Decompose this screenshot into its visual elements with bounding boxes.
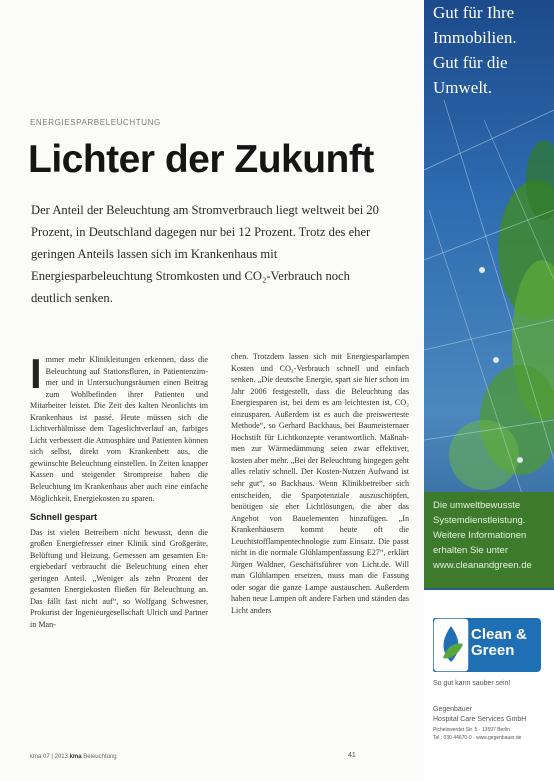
advertisement [424, 0, 554, 781]
page-footer [30, 754, 360, 760]
ad-info-line: Die umweltbewusste [433, 500, 521, 511]
text-column-2 [231, 351, 409, 617]
logo-wordmark [471, 627, 527, 659]
ad-info-line: erhalten Sie unter [433, 545, 508, 556]
company-name: Hospital Care Services GmbH [433, 716, 527, 723]
company-address: Pichelswerder Str. 5 · 13597 Berlin [433, 727, 510, 733]
ad-headline-line: Umwelt. [433, 78, 493, 97]
logo-wordmark-line: Clean & [471, 626, 527, 643]
drop-cap: I [30, 350, 42, 397]
ad-tagline: So gut kann sauber sein! [433, 680, 511, 687]
ad-info-line: Systemdienstleistung. [433, 515, 526, 526]
ad-website-link[interactable]: www.cleanandgreen.de [433, 560, 532, 571]
footer-issue: kma 07 | 2013 [30, 754, 68, 760]
footer-brand: kma [69, 754, 82, 760]
article-lead: Der Anteil der Beleuchtung am Stromverbrauch liegt weltweit bei 20 Prozent, in Deutschland dagegen nur bei 12 Prozent. Trotz des eher geringen Anteils lassen sich im Krankenhaus mit Energiesparbeleuchtung Stromkosten und CO₂-Verbrauch noch deutlich senken. [31, 203, 379, 305]
ad-headline-line: Gut für Ihre [433, 3, 515, 22]
paragraph-body: Das ist vielen Betreibern nicht bewusst, denn die großen Energiefresser einer Klinik sind Großgeräte, Belüftung und Heizung. Gemessen am gesamten Energiebedarf verbraucht die Beleuchtung einen eher geringen Anteil. „Weniger als zehn Prozent der gesamten Energiekosten fließen für Beleuchtung an. Das fällt fast nicht auf“, so Wolfgang Schwesner, Prokurist der Ingenieurgesellschaft Ulrich und Partner in Man- [30, 527, 208, 630]
ad-info-box [424, 492, 554, 588]
section-kicker: ENERGIESPARBELEUCHTUNG [30, 118, 161, 127]
logo-wordmark-line: Green [471, 642, 515, 659]
article-title: Lichter der Zukunft [28, 138, 374, 181]
subheading: Schnell gespart [30, 512, 98, 523]
ad-headline-line: Gut für die [433, 53, 508, 72]
paragraph-intro: mmer mehr Klinikleitungen erkennen, dass die Beleuchtung auf Stationsfluren, in Patientenzimmer und in Untersuchungsräumen einen Beitrag zum Wohlbefinden ihrer Patienten und Mitarbeiter leistet. Die Zeit des kalten Neonlichts im Krankenhaus ist passé. Heute müssen sich die Lichtverhältnisse dem Tageslichtverlauf an, farbiges Licht verbessert die Atmosphäre und Patienten können sich selbst, direkt vom Krankenbett aus, die gewünschte Beleuchtung einstellen. In Zeiten knapper Kassen und steigender Strompreise haben die Beleuchtung im Krankenhaus aber auch eine einfache Möglichkeit, Energiekosten zu sparen. [30, 355, 208, 503]
text-column-1 [30, 350, 208, 631]
ad-info-line: Weitere Informationen [433, 530, 527, 541]
ad-headline-line: Immobilien. [433, 28, 517, 47]
page-number: 41 [348, 752, 356, 759]
paragraph-continued: chen. Trotzdem lassen sich mit Energiesparlampen Kosten und CO₂-Verbrauch schnell und einfach senken. „Die deutsche Energie, spart sie hier schon im Jahr 2006 festgestellt, dass die Beleuchtung das Energiesparen ist, bei dem es am leichtesten ist, CO₂ einzusparen. Außerdem ist es auch die preiswerteste Methode“, so Gerhard Backhaus, bei Baumeisternaer Hochstift für Lichtkonzepte verantwortlich. Maßnahmen zur Wärmedämmung seien zwar effektiver, kosten aber mehr. „Bei der Beleuchtung hingegen geht alles relativ schnell. Der Kosten-Nutzen Aufwand ist sehr gut“, so Backhaus. Wenn Klinikbetreiber sich entscheiden, die Sparpotenziale auszuschöpfen, benötigen sie eher Lichtlösungen, die aber das Angebot von Bauelementen hinzufügen. „In Krankenhäusern kommt heute oft die Leuchtstofflampentechnologie zum Einsatz. Die passt nicht in die normale Glühlampenfassung E27“, erklärt Jürgen Waldner, Geschäftsführer von Licht.de. Will man Glühlampen ersetzen, muss man die Fassung oder sogar die ganze Lampe austauschen. Außerdem haben neue Lampen oft andere Farben und ständen das Licht anders [231, 352, 409, 616]
footer-section: Beleuchtung [83, 754, 117, 760]
ad-headline [433, 0, 553, 100]
company-phone: Tel.: 030 44670-0 · www.gegenbauer.de [433, 735, 522, 741]
company-label: Gegenbauer [433, 706, 472, 713]
